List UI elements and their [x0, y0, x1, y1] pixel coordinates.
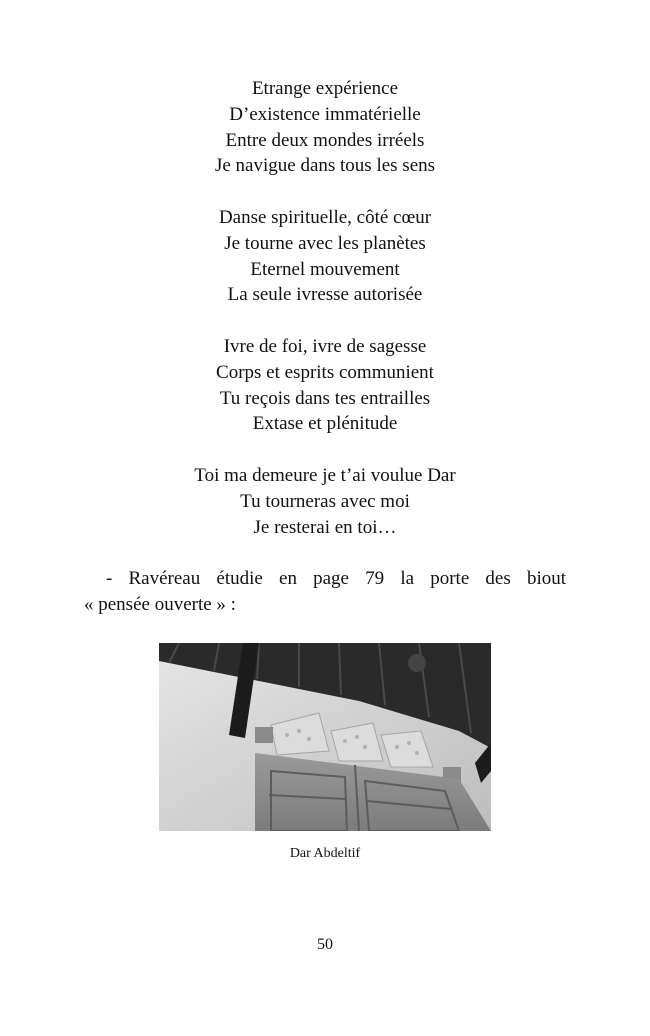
poem-line: Eternel mouvement — [250, 258, 400, 280]
poem-line: Etrange expérience — [251, 78, 399, 99]
poem-line: La seule ivresse autorisée — [227, 284, 423, 306]
door-photo — [159, 643, 491, 831]
paragraph-line-2: « pensée ouverte » : — [84, 594, 236, 615]
poem-stanza-3 — [0, 334, 650, 437]
poem-line: Corps et esprits communient — [216, 361, 434, 383]
poem-line: Ivre de foi, ivre de sagesse — [223, 335, 427, 357]
poem-line: Tu reçois dans tes entrailles — [219, 387, 431, 409]
poem-stanza-1 — [0, 76, 650, 179]
poem-line: Extase et plénitude — [252, 413, 398, 435]
paragraph-line-1: - Ravéreau étudie en page 79 la porte des biout — [106, 568, 566, 589]
poem — [0, 76, 650, 540]
door-photo-illustration — [159, 643, 491, 831]
poem-line: D’existence immatérielle — [229, 103, 421, 125]
poem-line: Je resterai en toi… — [253, 516, 397, 538]
poem-line: Danse spirituelle, côté cœur — [218, 206, 432, 228]
poem-line: Tu tourneras avec moi — [240, 490, 410, 512]
poem-line: Je navigue dans tous les sens — [214, 155, 436, 177]
poem-line: Toi ma demeure je t’ai voulue Dar — [194, 464, 456, 486]
photo-caption: Dar Abdeltif — [289, 846, 361, 861]
page-number: 50 — [317, 936, 333, 953]
poem-line: Entre deux mondes irréels — [225, 129, 425, 151]
poem-stanza-4 — [0, 463, 650, 540]
poem-line: Je tourne avec les planètes — [224, 232, 426, 254]
poem-stanza-2 — [0, 205, 650, 308]
body-paragraph — [84, 566, 566, 618]
